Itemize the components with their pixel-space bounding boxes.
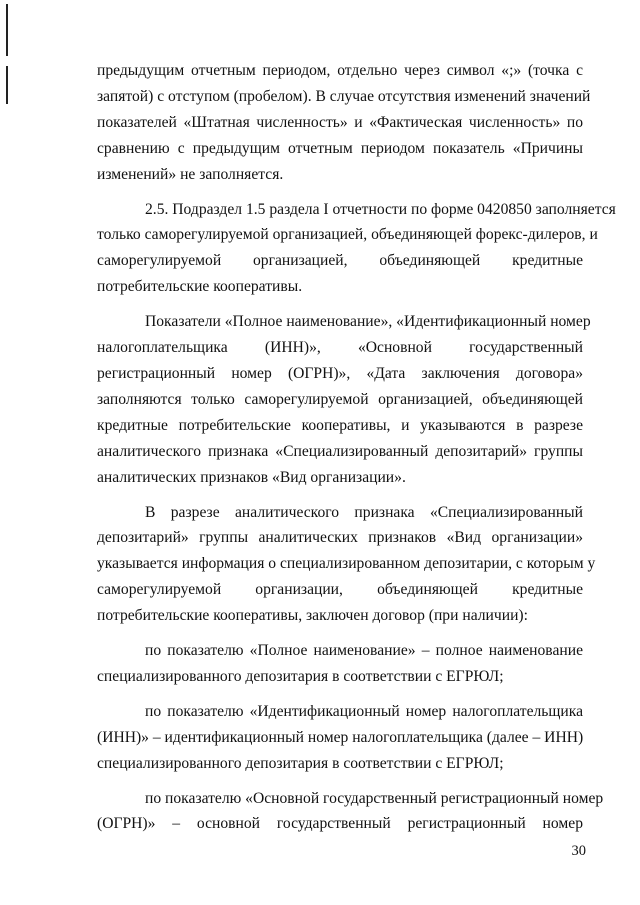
text-line: саморегулируемой организацией, объединяющей кредитные: [97, 252, 583, 270]
paragraph-continuation: [97, 58, 591, 188]
text-line: Показатели «Полное наименование», «Идентификационный номер: [145, 313, 591, 331]
text-line: по показателю «Основной государственный регистрационный номер: [145, 789, 604, 807]
text-line: только саморегулируемой организацией, объединяющей форекс-дилеров, и: [97, 226, 598, 244]
text-line: сравнению с предыдущим отчетным периодом показатель «Причины: [97, 139, 583, 157]
left-margin-mark-bottom: [6, 66, 8, 104]
page-number: 30: [571, 843, 586, 859]
text-line: саморегулируемой организации, объединяющей кредитные: [97, 581, 583, 599]
text-line: аналитических признаков «Вид организации».: [97, 468, 406, 486]
text-line: запятой) с отступом (пробелом). В случае отсутствия изменений значений: [97, 87, 591, 105]
text-line: В разрезе аналитического признака «Специализированный: [145, 503, 583, 521]
paragraph-analytical-feature: [97, 500, 596, 630]
text-line: заполняются только саморегулируемой организацией, объединяющей: [97, 390, 583, 408]
text-line: депозитарий» группы аналитических признаков «Вид организации»: [97, 529, 583, 547]
text-line: аналитического признака «Специализированный депозитарий» группы: [97, 442, 583, 460]
text-line: указывается информация о специализированном депозитарии, с которым у: [97, 555, 596, 573]
text-line: налогоплательщика (ИНН)», «Основной государственный: [97, 339, 583, 357]
text-line: потребительские кооперативы.: [97, 278, 303, 296]
document-body: [97, 58, 616, 837]
text-line: показателей «Штатная численность» и «Фактическая численность» по: [97, 113, 583, 131]
text-line: 2.5. Подраздел 1.5 раздела I отчетности по форме 0420850 заполняется: [145, 200, 616, 218]
text-line: (ОГРН)» – основной государственный регистрационный номер: [97, 815, 583, 833]
text-line: предыдущим отчетным периодом, отдельно через символ «;» (точка с: [97, 62, 583, 79]
text-line: по показателю «Полное наименование» – полное наименование: [145, 642, 583, 660]
paragraph-ogrn: [97, 786, 604, 838]
paragraph-indicators: [97, 309, 591, 490]
paragraph-inn: [97, 699, 583, 777]
text-line: потребительские кооперативы, заключен договор (при наличии):: [97, 607, 528, 625]
text-line: по показателю «Идентификационный номер налогоплательщика: [145, 702, 583, 720]
paragraph-2-5: [97, 197, 616, 301]
left-margin-mark-top: [6, 4, 8, 56]
text-line: кредитные потребительские кооперативы, и указываются в разрезе: [97, 416, 583, 434]
text-line: регистрационный номер (ОГРН)», «Дата заключения договора»: [97, 364, 583, 382]
text-line: (ИНН)» – идентификационный номер налогоплательщика (далее – ИНН): [97, 728, 584, 746]
text-line: специализированного депозитария в соответствии с ЕГРЮЛ;: [97, 754, 504, 772]
text-line: изменений» не заполняется.: [97, 165, 284, 183]
text-line: специализированного депозитария в соответствии с ЕГРЮЛ;: [97, 667, 504, 685]
paragraph-full-name: [97, 638, 583, 690]
